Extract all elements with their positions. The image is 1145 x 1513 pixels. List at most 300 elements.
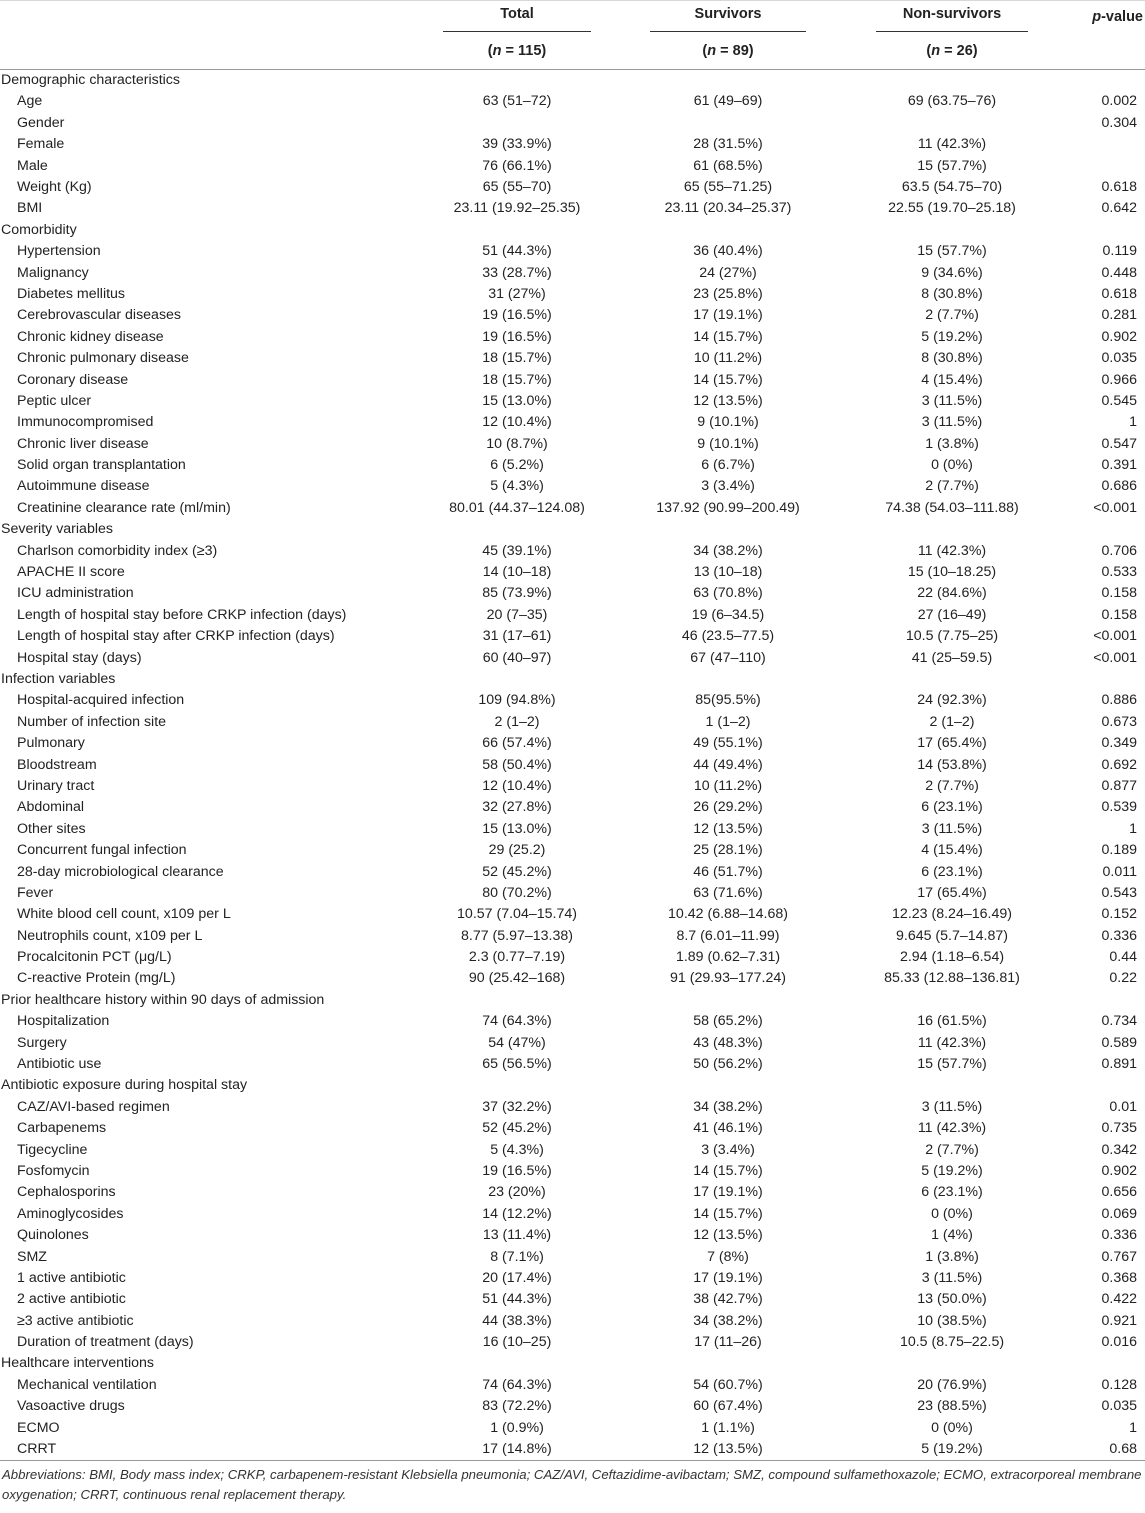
survivors-cell: 1 (1.1%) [701,1419,755,1436]
pvalue-cell: 0.692 [1101,756,1137,773]
nonsurvivors-cell: 0 (0%) [931,457,973,474]
survivors-cell: 43 (48.3%) [693,1034,763,1051]
nonsurvivors-cell: 8 (30.8%) [921,350,983,367]
nonsurvivors-cell: 11 (42.3%) [917,542,987,559]
pvalue-cell [1070,1075,1145,1096]
row-label: Pulmonary [17,735,85,752]
table-row [0,605,1145,626]
nonsurvivors-cell: 15 (57.7%) [917,157,987,174]
header-row-labels [0,1,1145,36]
nonsurvivors-cell: 17 (65.4%) [917,735,987,752]
table-row [0,412,1145,433]
pvalue-cell: 0.128 [1101,1376,1137,1393]
total-cell: 5 (4.3%) [490,478,544,495]
total-cell: 54 (47%) [488,1034,546,1051]
total-cell: 15 (13.0%) [482,392,552,409]
total-cell: 65 (55–70) [482,179,552,195]
row-label: Coronary disease [17,371,129,388]
survivors-cell: 3 (3.4%) [701,1141,755,1158]
nonsurvivors-cell: 11 (42.3%) [917,136,987,153]
table-row [0,113,1145,134]
pvalue-cell: 0.642 [1101,200,1137,217]
total-cell: 37 (32.2%) [482,1098,552,1115]
survivors-cell: 28 (31.5%) [693,136,763,153]
table-row [0,284,1145,305]
table-row [0,1246,1145,1267]
nonsurvivors-cell: 63.5 (54.75–70) [901,179,1003,195]
total-cell [412,70,622,92]
survivors-cell: 13 (10–18) [693,564,763,581]
table-header [0,1,1145,70]
pvalue-cell: 0.158 [1101,606,1137,623]
pvalue-cell: 0.589 [1101,1034,1137,1051]
nonsurvivors-cell: 22.55 (19.70–25.18) [888,200,1016,217]
row-label: Cerebrovascular diseases [17,307,182,324]
total-cell: 80 (70.2%) [482,884,552,901]
row-label: 1 active antibiotic [17,1269,126,1286]
total-cell: 2.3 (0.77–7.19) [468,949,566,966]
row-label: Infection variables [1,670,116,687]
row-label: Bloodstream [17,756,97,773]
row-label: Carbapenems [17,1120,107,1137]
total-cell: 10 (8.7%) [486,435,548,452]
pvalue-cell: 0.016 [1101,1334,1137,1351]
survivors-cell: 34 (38.2%) [693,1312,763,1329]
total-cell: 58 (50.4%) [482,756,552,773]
nonsurvivors-n-value: 26 [956,43,973,60]
section-row [0,70,1145,92]
total-cell: 74 (64.3%) [482,1376,552,1393]
table-row [0,776,1145,797]
survivors-cell: 9 (10.1%) [697,435,759,452]
pvalue-cell: 0.011 [1102,863,1137,880]
pvalue-cell: 0.281 [1101,307,1137,324]
row-label: Weight (Kg) [17,179,92,195]
row-label: Female [17,136,65,153]
header-blank-2 [0,35,412,70]
survivors-cell: 91 (29.93–177.24) [670,970,786,987]
nonsurvivors-cell: 2 (1–2) [929,713,975,730]
survivors-cell: 14 (15.7%) [693,1205,763,1222]
survivors-cell [622,220,834,241]
pvalue-cell: 0.002 [1101,93,1137,110]
nonsurvivors-cell: 3 (11.5%) [921,392,983,409]
pvalue-cell: 0.618 [1101,285,1137,302]
table-row [0,1011,1145,1032]
nonsurvivors-cell: 8 (30.8%) [921,285,983,302]
row-label: BMI [17,200,43,217]
pvalue-cell: 0.734 [1101,1013,1137,1030]
total-cell: 19 (16.5%) [482,1162,552,1179]
survivors-n-value: 89 [732,43,749,60]
pvalue-cell: 0.539 [1101,799,1137,816]
survivors-cell: 6 (6.7%) [701,457,755,474]
pvalue-cell: 0.68 [1070,1439,1145,1461]
row-label: Chronic liver disease [17,435,149,452]
total-cell: 29 (25.2) [488,842,546,859]
table-row [0,177,1145,198]
table-row [0,755,1145,776]
nonsurvivors-cell: 15 (57.7%) [917,243,987,260]
total-cell: 45 (39.1%) [482,542,552,559]
total-cell: 60 (40–97) [482,649,552,666]
row-label: Length of hospital stay after CRKP infection (days) [17,628,335,645]
total-cell: 76 (66.1%) [482,157,552,174]
row-label: CRRT [0,1439,412,1461]
nonsurvivors-cell: 15 (10–18.25) [907,564,997,581]
nonsurvivors-cell: 9.645 (5.7–14.87) [895,927,1008,944]
row-label: Severity variables [1,521,113,538]
pvalue-cell: 0.533 [1101,564,1137,581]
total-cell [412,220,622,241]
pvalue-cell: 0.902 [1101,328,1137,345]
nonsurvivors-cell: 5 (19.2%) [921,1162,983,1179]
total-cell: 52 (45.2%) [482,863,552,880]
total-cell [412,1075,622,1096]
pvalue-cell: 0.422 [1101,1291,1137,1308]
pvalue-cell: 0.368 [1101,1269,1137,1286]
survivors-cell: 63 (70.8%) [693,585,763,602]
nonsurvivors-cell: 1 (3.8%) [925,1248,979,1265]
nonsurvivors-cell: 20 (76.9%) [917,1376,987,1393]
total-cell: 32 (27.8%) [482,799,552,816]
total-cell [412,990,622,1011]
total-cell: 52 (45.2%) [482,1120,552,1137]
nonsurvivors-cell: 24 (92.3%) [917,692,987,709]
nonsurvivors-cell: 5 (19.2%) [834,1439,1070,1461]
pvalue-cell: 0.767 [1101,1248,1137,1265]
survivors-cell: 12 (13.5%) [693,392,763,409]
total-cell: 80.01 (44.37–124.08) [449,499,585,516]
nonsurvivors-cell: 6 (23.1%) [921,863,983,880]
survivors-cell [622,113,834,134]
table-row [0,1097,1145,1118]
nonsurvivors-cell: 2 (7.7%) [925,777,979,794]
nonsurvivors-cell: 11 (42.3%) [917,1120,987,1137]
pvalue-cell: 0.119 [1102,243,1137,260]
total-cell [412,1353,622,1374]
row-label: White blood cell count, x109 per L [17,906,231,923]
row-label: C-reactive Protein (mg/L) [17,970,176,987]
row-label: Comorbidity [1,221,77,238]
table-row [0,819,1145,840]
header-survivors-label: Survivors [694,6,762,23]
nonsurvivors-cell: 2 (7.7%) [925,1141,979,1158]
pvalue-cell: 0.921 [1101,1312,1137,1329]
survivors-cell: 49 (55.1%) [693,735,763,752]
pvalue-cell [1070,220,1145,241]
table-row [0,626,1145,647]
pvalue-cell: 0.545 [1101,392,1137,409]
nonsurvivors-cell: 17 (65.4%) [917,884,987,901]
pvalue-cell: <0.001 [1093,649,1137,666]
table-row [0,1161,1145,1182]
row-label: Length of hospital stay before CRKP infection (days) [17,606,347,623]
table-row [0,968,1145,989]
nonsurvivors-cell: 5 (19.2%) [921,328,983,345]
total-cell: 90 (25.42–168) [468,970,566,987]
table-row [0,134,1145,155]
table-row [0,690,1145,711]
nonsurvivors-cell [834,220,1070,241]
pvalue-cell [1070,990,1145,1011]
table-row [0,434,1145,455]
survivors-cell: 14 (15.7%) [693,1162,763,1179]
nonsurvivors-cell: 3 (11.5%) [921,820,983,837]
row-label: CAZ/AVI-based regimen [17,1098,170,1115]
header-total-label: Total [500,6,534,23]
table-row [0,1204,1145,1225]
total-cell: 44 (38.3%) [482,1312,552,1329]
survivors-cell: 41 (46.1%) [693,1120,763,1137]
row-label: Hypertension [17,243,101,260]
nonsurvivors-cell: 1 (4%) [931,1227,973,1244]
row-label: Cephalosporins [17,1184,116,1201]
survivors-cell: 8.7 (6.01–11.99) [676,927,780,944]
nonsurvivors-cell [834,990,1070,1011]
row-label: Hospitalization [17,1013,110,1030]
row-label: ICU administration [17,585,134,602]
survivors-cell: 85(95.5%) [695,692,761,709]
pvalue-cell: 0.189 [1101,842,1137,859]
row-label: Immunocompromised [17,414,154,431]
nonsurvivors-cell: 3 (11.5%) [921,1098,983,1115]
row-label: Healthcare interventions [1,1355,154,1372]
table-row [0,883,1145,904]
survivors-cell: 44 (49.4%) [693,756,763,773]
table-row [0,91,1145,112]
table-row [0,1054,1145,1075]
row-label: Charlson comorbidity index (≥3) [17,542,218,559]
nonsurvivors-cell: 13 (50.0%) [917,1291,987,1308]
survivors-cell: 54 (60.7%) [693,1376,763,1393]
nonsurvivors-cell [834,70,1070,92]
table-row [0,348,1145,369]
survivors-cell: 17 (11–26) [694,1334,762,1351]
nonsurvivors-cell: 23 (88.5%) [917,1398,987,1415]
nonsurvivors-cell: 11 (42.3%) [917,1034,987,1051]
nonsurvivors-cell: 10 (38.5%) [917,1312,987,1329]
total-cell: 8.77 (5.97–13.38) [460,927,573,944]
row-label: Aminoglycosides [17,1205,124,1222]
table-row [0,241,1145,262]
survivors-cell: 14 (15.7%) [693,371,763,388]
survivors-cell: 34 (38.2%) [693,542,763,559]
table-row [0,198,1145,219]
total-cell: 18 (15.7%) [482,350,552,367]
pvalue-cell: 0.158 [1101,585,1137,602]
total-cell: 19 (16.5%) [482,307,552,324]
table-row [0,733,1145,754]
row-label: Fever [17,884,54,901]
table-row [0,712,1145,733]
header-blank-3 [1070,35,1145,70]
survivors-cell: 23.11 (20.34–25.37) [664,200,792,217]
pvalue-cell: 0.673 [1101,713,1137,730]
row-label: Male [17,157,48,174]
table-row [0,947,1145,968]
survivors-cell: 10 (11.2%) [693,350,763,367]
row-label: SMZ [17,1248,47,1265]
section-row [0,1075,1145,1096]
survivors-cell: 12 (13.5%) [693,1227,763,1244]
nonsurvivors-cell: 0 (0%) [931,1419,973,1436]
survivors-cell: 26 (29.2%) [693,799,763,816]
pvalue-cell: 1 [1129,820,1137,837]
pvalue-cell: 0.342 [1101,1141,1137,1158]
row-label: APACHE II score [17,564,125,581]
total-cell: 2 (1–2) [494,713,540,730]
pvalue-cell: 0.656 [1101,1184,1137,1201]
header-survivors [622,1,834,36]
row-label: Chronic pulmonary disease [17,350,189,367]
row-label: Antibiotic use [17,1056,102,1073]
nonsurvivors-cell: 15 (57.7%) [917,1056,987,1073]
pvalue-cell: 0.391 [1101,457,1137,474]
nonsurvivors-cell: 10.5 (8.75–22.5) [899,1334,1005,1351]
section-row [0,1353,1145,1374]
table-row [0,1289,1145,1310]
total-cell: 13 (11.4%) [482,1227,552,1244]
total-cell [412,113,622,134]
survivors-cell: 61 (68.5%) [693,157,763,174]
table-row [0,263,1145,284]
total-cell: 31 (17–61) [482,628,552,645]
survivors-cell: 63 (71.6%) [693,884,763,901]
total-cell [412,519,622,540]
total-cell: 15 (13.0%) [482,820,552,837]
total-cell: 63 (51–72) [482,93,552,110]
total-cell: 51 (44.3%) [482,243,552,260]
total-cell [412,669,622,690]
table-row [0,1033,1145,1054]
total-cell: 31 (27%) [488,285,546,302]
survivors-cell: 36 (40.4%) [693,243,763,260]
row-label: Duration of treatment (days) [17,1334,194,1351]
survivors-cell: 65 (55–71.25) [683,179,773,195]
pvalue-cell: 0.886 [1101,692,1137,709]
table-row [0,926,1145,947]
survivors-cell: 12 (13.5%) [693,820,763,837]
nonsurvivors-cell: 10.5 (7.75–25) [905,628,999,645]
survivors-cell: 23 (25.8%) [693,285,763,302]
table-row [0,369,1145,390]
nonsurvivors-cell: 85.33 (12.88–136.81) [884,970,1020,987]
table-body [0,70,1145,1461]
pvalue-cell: 0.547 [1101,435,1137,452]
pvalue-cell: 0.902 [1101,1162,1137,1179]
total-n-value: 115 [517,43,542,60]
pvalue-cell [1070,70,1145,92]
survivors-cell [622,1075,834,1096]
total-cell: 23 (20%) [488,1184,546,1201]
row-label: Autoimmune disease [17,478,150,495]
table-row [0,391,1145,412]
total-cell: 33 (28.7%) [482,264,552,281]
pvalue-cell: 0.01 [1109,1098,1137,1115]
nonsurvivors-cell: 9 (34.6%) [921,264,983,281]
table-row [0,797,1145,818]
pvalue-cell: 0.336 [1101,927,1137,944]
nonsurvivors-cell: 16 (61.5%) [917,1013,987,1030]
header-pvalue [1070,1,1145,36]
survivors-cell: 10 (11.2%) [693,777,763,794]
pvalue-cell: 0.735 [1101,1120,1137,1137]
total-cell: 20 (7–35) [486,606,548,623]
nonsurvivors-cell: 3 (11.5%) [921,414,983,431]
nonsurvivors-cell: 12.23 (8.24–16.49) [892,906,1012,923]
survivors-cell: 10.42 (6.88–14.68) [668,906,788,923]
total-cell: 17 (14.8%) [412,1439,622,1461]
table-row [0,1439,1145,1461]
table-row [0,840,1145,861]
total-cell: 14 (12.2%) [482,1205,552,1222]
header-total-n: (n = 115) [412,35,622,70]
table-row [0,498,1145,519]
section-row [0,220,1145,241]
nonsurvivors-cell: 69 (63.75–76) [907,93,997,110]
total-cell: 19 (16.5%) [482,328,552,345]
survivors-cell: 60 (67.4%) [693,1398,763,1415]
nonsurvivors-cell: 6 (23.1%) [921,799,983,816]
survivors-cell: 46 (51.7%) [693,863,763,880]
table-row [0,1268,1145,1289]
total-cell: 85 (73.9%) [482,585,552,602]
survivors-cell: 1.89 (0.62–7.31) [675,949,781,966]
header-blank [0,1,412,36]
pvalue-cell: 0.44 [1109,949,1137,966]
table-row [0,455,1145,476]
survivors-cell: 58 (65.2%) [693,1013,763,1030]
pvalue-cell: 1 [1129,1419,1137,1436]
table-row [0,327,1145,348]
row-label: Demographic characteristics [1,72,180,89]
pvalue-cell: 0.618 [1101,179,1137,195]
survivors-cell: 24 (27%) [699,264,757,281]
total-cell: 20 (17.4%) [482,1269,552,1286]
pvalue-cell: 0.686 [1101,478,1137,495]
pvalue-cell: 0.336 [1101,1227,1137,1244]
survivors-cell: 9 (10.1%) [697,414,759,431]
total-cell: 12 (10.4%) [482,414,552,431]
pvalue-cell: 0.706 [1101,542,1137,559]
survivors-cell: 137.92 (90.99–200.49) [656,499,800,516]
header-survivors-n: (n = 89) [622,35,834,70]
nonsurvivors-cell: 74.38 (54.03–111.88) [885,499,1019,516]
section-row [0,990,1145,1011]
pvalue-cell: 0.543 [1101,884,1137,901]
survivors-cell: 50 (56.2%) [693,1056,763,1073]
pvalue-cell: 0.966 [1101,371,1137,388]
table-row [0,1396,1145,1417]
survivors-cell: 3 (3.4%) [701,478,755,495]
table-row [0,562,1145,583]
header-row-counts [0,35,1145,70]
table-row [0,1225,1145,1246]
total-cell: 66 (57.4%) [482,735,552,752]
row-label: Other sites [17,820,86,837]
pvalue-cell: <0.001 [1093,499,1137,516]
survivors-cell: 14 (15.7%) [693,328,763,345]
total-cell: 10.57 (7.04–15.74) [457,906,577,923]
row-label: Solid organ transplantation [17,457,186,474]
row-label: Diabetes mellitus [17,285,126,302]
survivors-cell [622,70,834,92]
table-row [0,1332,1145,1353]
pvalue-cell [1070,1353,1145,1374]
row-label: 2 active antibiotic [17,1291,126,1308]
row-label: Neutrophils count, x109 per L [17,927,203,944]
